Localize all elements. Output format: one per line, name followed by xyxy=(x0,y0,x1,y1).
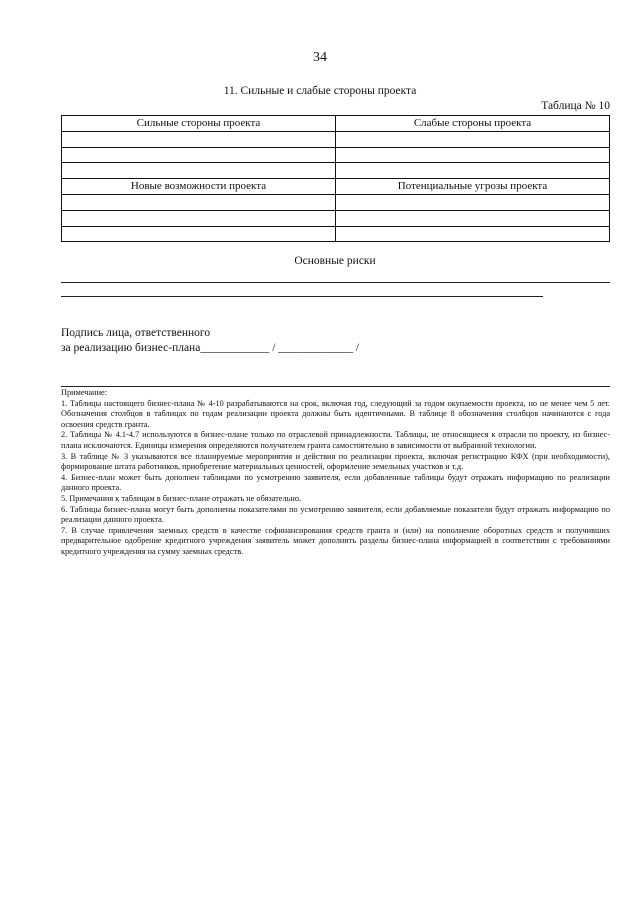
risks-line-2 xyxy=(61,296,543,297)
notes-separator xyxy=(61,386,610,387)
table-cell xyxy=(336,210,610,226)
weaknesses-header: Слабые стороны проекта xyxy=(336,116,610,132)
page-number: 34 xyxy=(313,50,327,65)
table-row xyxy=(62,147,610,163)
table-cell xyxy=(62,147,336,163)
table-row xyxy=(62,210,610,226)
notes-block xyxy=(61,388,610,558)
note-item: 4. Бизнес-план может быть дополнен таблицами по усмотрению заявителя, если добавленные таблицы будут отражать информацию по реализации данного проекта. xyxy=(61,472,610,493)
table-cell xyxy=(336,147,610,163)
risks-line-1 xyxy=(61,282,610,283)
notes-header: Примечание: xyxy=(61,388,108,397)
note-item: 3. В таблице № 3 указываются все планируемые мероприятия и действия по реализации проекта, включая регистрацию КФХ (при необходимости), формирование штата работников, приобретение материальных ценностей, оформление земельных участков и т.д. xyxy=(61,451,610,472)
table-row xyxy=(62,226,610,242)
table-cell xyxy=(336,194,610,210)
signature-label-line-2: за реализацию бизнес-плана____________ / _____________ / xyxy=(61,342,360,354)
table-cell xyxy=(62,163,336,179)
note-item: 1. Таблицы настоящего бизнес-плана № 4-10 разрабатываются на срок, включая год, следующий за годом окупаемости проекта, но не менее чем 5 лет. Обозначения столбцов в таблицах по годам реализации проекта должны быть идентичными. В таблице 8 обозначения столбцов начинаются с года освоения средств гранта. xyxy=(61,398,610,429)
note-item: 5. Примечания к таблицам в бизнес-плане отражать не обязательно. xyxy=(61,493,302,503)
table-header-row xyxy=(62,179,610,195)
table-cell xyxy=(62,131,336,147)
table-row xyxy=(62,194,610,210)
threats-header: Потенциальные угрозы проекта xyxy=(336,179,610,195)
table-label: Таблица № 10 xyxy=(541,100,610,112)
strengths-header: Сильные стороны проекта xyxy=(62,116,336,132)
table-row xyxy=(62,131,610,147)
table-cell xyxy=(62,226,336,242)
table-header-row xyxy=(62,116,610,132)
table-cell xyxy=(62,194,336,210)
table-cell xyxy=(336,131,610,147)
table-cell xyxy=(62,210,336,226)
note-item: 7. В случае привлечения заемных средств в качестве софинансирования средств гранта и (или) на пополнение оборотных средств и получивших предварительное одобрение кредитного учреждения заявитель может дополнить разделы бизнес-плана информацией в соответствии с требованиями кредитного учреждения на сумму заемных средств. xyxy=(61,525,610,556)
table-cell xyxy=(336,163,610,179)
table-cell xyxy=(336,226,610,242)
section-title: 11. Сильные и слабые стороны проекта xyxy=(223,85,417,97)
signature-label-line-1: Подпись лица, ответственного xyxy=(61,327,211,339)
swot-table xyxy=(61,115,610,242)
note-item: 6. Таблицы бизнес-плана могут быть дополнены показателями по усмотрению заявителя, если добавляемые показатели будут отражать информацию по реализации данного проекта. xyxy=(61,504,610,525)
note-item: 2. Таблицы № 4.1-4.7 используются в бизнес-плане только по отраслевой принадлежности. Таблицы, не относящиеся к отрасли по проекту, из бизнес-плана исключаются. Единицы измерения определяются получателем гранта самостоятельно в зависимости от выбранной технологии. xyxy=(61,430,610,450)
opportunities-header: Новые возможности проекта xyxy=(62,179,336,195)
table-row xyxy=(62,163,610,179)
risks-title: Основные риски xyxy=(294,255,376,267)
